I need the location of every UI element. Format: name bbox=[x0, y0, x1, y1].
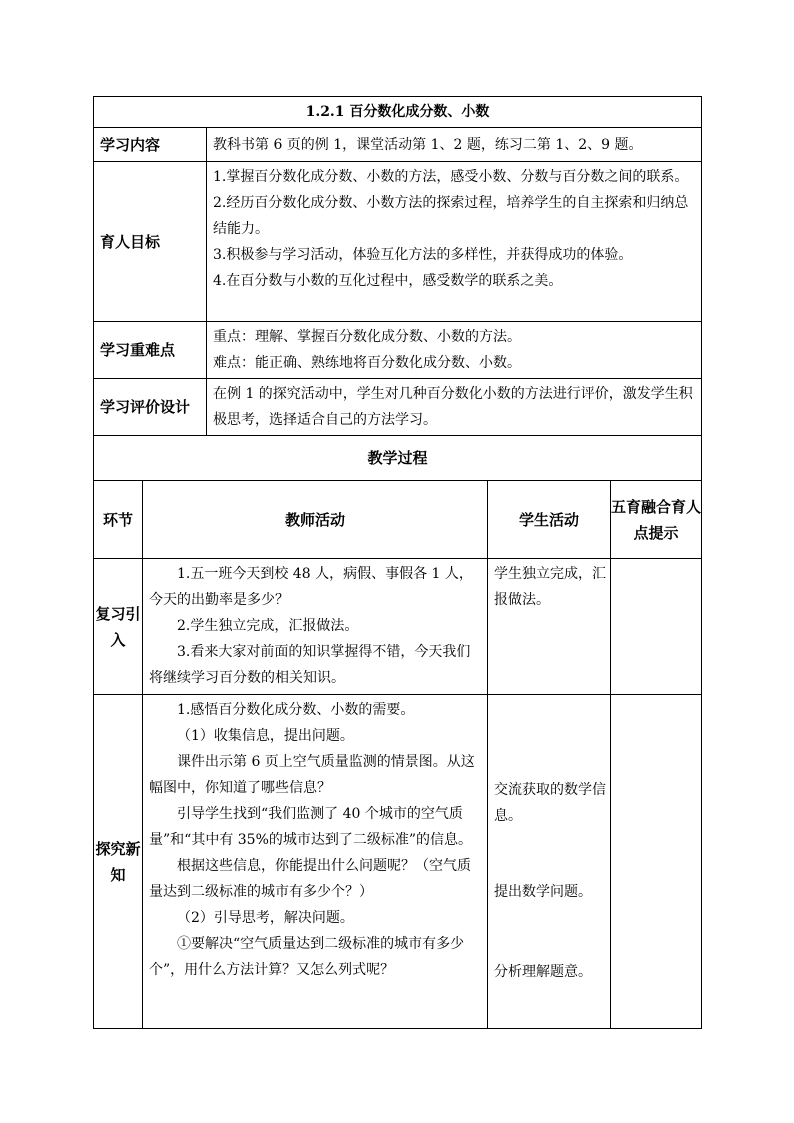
review-teacher-activity bbox=[143, 559, 488, 695]
teacher-step: （2）引导思考，解决问题。 bbox=[177, 910, 354, 926]
lesson-title: 1.2.1 百分数化成分数、小数 bbox=[94, 97, 702, 128]
goal-item: 4.在百分数与小数的互化过程中，感受数学的联系之美。 bbox=[213, 273, 563, 289]
evaluation-label: 学习评价设计 bbox=[94, 379, 207, 436]
content-label: 学习内容 bbox=[94, 128, 207, 162]
teacher-step: 3.看来大家对前面的知识掌握得不错，今天我们将继续学习百分数的相关知识。 bbox=[149, 644, 471, 686]
review-fuse-note bbox=[611, 559, 702, 695]
header-student: 学生活动 bbox=[488, 481, 611, 559]
teacher-step: 2.学生独立完成，汇报做法。 bbox=[177, 618, 359, 634]
lesson-plan-page bbox=[93, 96, 701, 1029]
goal-item: 2.经历百分数化成分数、小数方法的探索过程，培养学生的自主探索和归纳总结能力。 bbox=[213, 195, 689, 237]
teacher-step: （1）收集信息，提出问题。 bbox=[177, 728, 354, 744]
teacher-step: 1.感悟百分数化成分数、小数的需要。 bbox=[177, 702, 415, 718]
student-step: 交流获取的数学信息。 bbox=[494, 782, 606, 824]
stage-review: 复习引入 bbox=[94, 559, 143, 695]
keypoint-item: 重点：理解、掌握百分数化成分数、小数的方法。 bbox=[213, 329, 521, 345]
header-teacher: 教师活动 bbox=[143, 481, 488, 559]
teacher-step: ①要解决“空气质量达到二级标准的城市有多少个”，用什么方法计算？又怎么列式呢？ bbox=[149, 936, 465, 978]
header-stage: 环节 bbox=[94, 481, 143, 559]
lesson-plan-table bbox=[93, 96, 702, 1029]
stage-explore: 探究新知 bbox=[94, 695, 143, 1029]
content-text: 教科书第 6 页的例 1，课堂活动第 1、2 题，练习二第 1、2、9 题。 bbox=[207, 128, 702, 162]
goals-list bbox=[207, 162, 702, 322]
explore-fuse-note bbox=[611, 695, 702, 1029]
student-step: 提出数学问题。 bbox=[494, 884, 592, 900]
teacher-step: 课件出示第 6 页上空气质量监测的情景图。从这幅图中，你知道了哪些信息？ bbox=[149, 754, 475, 796]
goal-item: 1.掌握百分数化成分数、小数的方法，感受小数、分数与百分数之间的联系。 bbox=[213, 169, 689, 185]
goal-item: 3.积极参与学习活动，体验互化方法的多样性，并获得成功的体验。 bbox=[213, 247, 633, 263]
review-student-activity bbox=[488, 559, 611, 695]
goals-label: 育人目标 bbox=[94, 162, 207, 322]
explore-teacher-activity bbox=[143, 695, 488, 1029]
explore-student-activity bbox=[488, 695, 611, 1029]
teacher-step: 1.五一班今天到校 48 人，病假、事假各 1 人，今天的出勤率是多少？ bbox=[149, 566, 473, 608]
teacher-step: 根据这些信息，你能提出什么问题呢？（空气质量达到二级标准的城市有多少个？） bbox=[149, 858, 471, 900]
header-fuse: 五育融合育人点提示 bbox=[611, 481, 702, 559]
process-section-title: 教学过程 bbox=[94, 436, 702, 481]
teacher-step: 引导学生找到“我们监测了 40 个城市的空气质量”和“其中有 35%的城市达到了二级标准”的信息。 bbox=[149, 806, 473, 848]
keypoints-label: 学习重难点 bbox=[94, 322, 207, 379]
student-step: 分析理解题意。 bbox=[494, 964, 592, 980]
student-step: 学生独立完成，汇报做法。 bbox=[494, 566, 606, 608]
keypoint-item: 难点：能正确、熟练地将百分数化成分数、小数。 bbox=[213, 355, 521, 371]
keypoints-list bbox=[207, 322, 702, 379]
evaluation-text: 在例 1 的探究活动中，学生对几种百分数化小数的方法进行评价，激发学生积极思考，选择适合自己的方法学习。 bbox=[207, 379, 702, 436]
